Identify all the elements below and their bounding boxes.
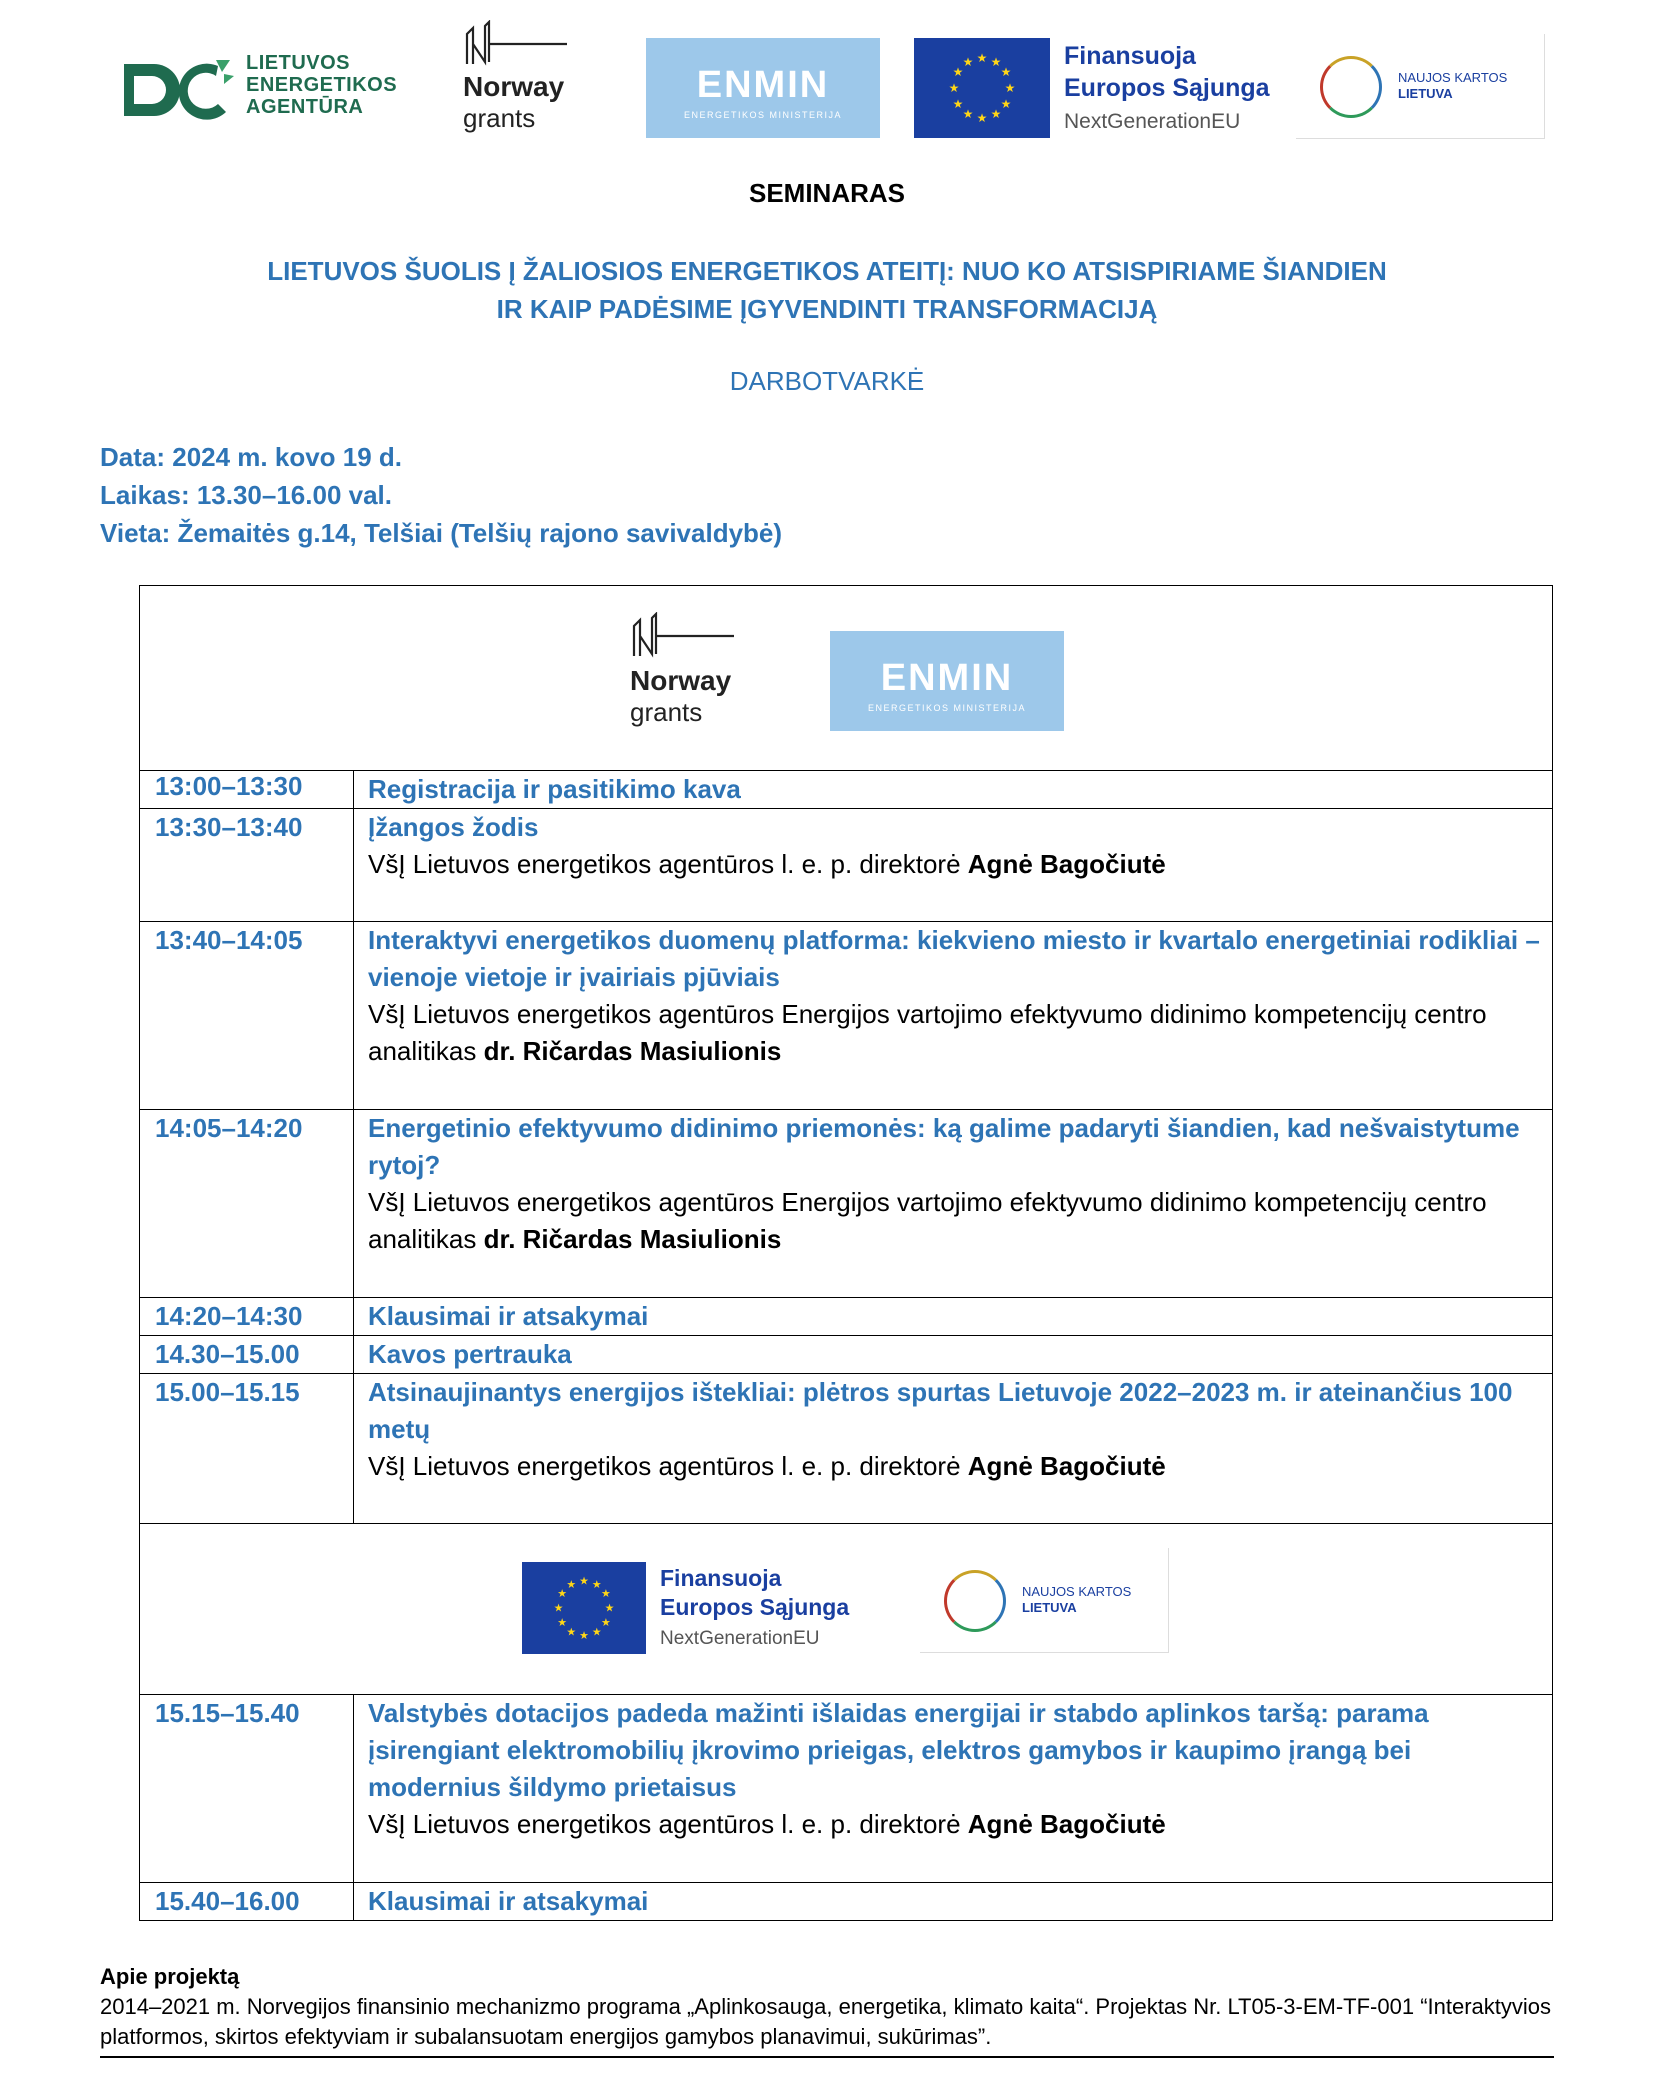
row-title: Klausimai ir atsakymai xyxy=(368,1886,649,1916)
svg-text:★: ★ xyxy=(579,1574,589,1588)
speaker-name: Agnė Bagočiutė xyxy=(967,849,1166,879)
ministry-sub: ENERGETIKOS MINISTERIJA xyxy=(683,110,843,120)
table-row xyxy=(140,1336,1553,1374)
row-time: 14:20–14:30 xyxy=(155,1301,303,1331)
svg-text:★: ★ xyxy=(600,1616,611,1630)
row-time: 15.15–15.40 xyxy=(155,1698,300,1728)
speaker-name: Agnė Bagočiutė xyxy=(967,1451,1166,1481)
seminar-heading: SEMINARAS xyxy=(748,178,905,208)
table-row xyxy=(140,1695,1553,1883)
eu-line-3: NextGenerationEU xyxy=(660,1628,820,1649)
eu-line-1: Finansuoja xyxy=(660,1565,782,1591)
agenda-heading: DARBOTVARKĖ xyxy=(729,366,925,396)
energy-ministry-logo xyxy=(646,38,880,138)
row-title: Klausimai ir atsakymai xyxy=(368,1301,649,1331)
lea-mark-icon xyxy=(120,56,236,122)
table-row xyxy=(140,809,1553,922)
svg-text:★: ★ xyxy=(557,1616,568,1630)
row-title: Valstybės dotacijos padeda mažinti išlaidas energijai ir stabdo aplinkos taršą: parama įsirengiant elektromobilių įkrovimo prieigas, elektros gamybos ir kaupimo įrangą bei modernius šildymo prietaisus xyxy=(368,1698,1429,1802)
svg-text:★: ★ xyxy=(557,1587,568,1601)
speaker-role: VšĮ Lietuvos energetikos agentūros Energijos vartojimo efektyvumo didinimo kompetencijų centro analitikas xyxy=(368,1187,1487,1254)
ministry-sub: ENERGETIKOS MINISTERIJA xyxy=(867,703,1027,713)
svg-text:★: ★ xyxy=(1000,65,1012,79)
svg-text:★: ★ xyxy=(553,1601,564,1615)
eu-funding-logo xyxy=(522,1562,882,1654)
norway-grants-mark-icon xyxy=(463,20,573,66)
event-date: Data: 2024 m. kovo 19 d. xyxy=(100,442,403,472)
row-speaker xyxy=(368,1448,1540,1485)
speaker-role: VšĮ Lietuvos energetikos agentūros Energijos vartojimo efektyvumo didinimo kompetencijų centro analitikas xyxy=(368,999,1487,1066)
speaker-role: VšĮ Lietuvos energetikos agentūros l. e. p. direktorė xyxy=(368,1809,968,1839)
nkl-line-2: LIETUVA xyxy=(1022,1599,1077,1615)
row-time: 13:30–13:40 xyxy=(155,812,303,842)
svg-text:★: ★ xyxy=(948,81,960,95)
svg-text:★: ★ xyxy=(990,55,1002,69)
lea-text-3: AGENTŪRA xyxy=(246,96,364,118)
speaker-role: VšĮ Lietuvos energetikos agentūros l. e. p. direktorė xyxy=(368,849,968,879)
svg-text:★: ★ xyxy=(952,65,964,79)
row-time: 13:00–13:30 xyxy=(140,771,354,809)
table-logo-row xyxy=(140,1524,1553,1695)
eu-line-3: NextGenerationEU xyxy=(1064,110,1241,133)
svg-text:★: ★ xyxy=(962,107,974,121)
svg-text:★: ★ xyxy=(566,1625,577,1639)
row-title: Atsinaujinantys energijos ištekliai: plėtros spurtas Lietuvoje 2022–2023 m. ir ateinančius 100 metų xyxy=(368,1377,1513,1444)
footer-text: 2014–2021 m. Norvegijos finansinio mechanizmo programa „Aplinkosauga, energetika, klimato kaita“. Projektas Nr. LT05-3-EM-TF-001 “Interaktyvios platformos, skirtos efektyviam ir subalansuotam energijos gamybos planavimui, sukūrimas”. xyxy=(100,1994,1552,2049)
norway-sub: grants xyxy=(463,103,536,133)
row-speaker xyxy=(368,996,1540,1070)
eu-funding-logo xyxy=(914,38,1294,138)
row-time: 15.00–15.15 xyxy=(155,1377,300,1407)
norway-grants-logo xyxy=(630,612,760,732)
row-time: 14.30–15.00 xyxy=(155,1339,300,1369)
svg-text:★: ★ xyxy=(566,1577,577,1591)
row-title: Interaktyvi energetikos duomenų platforma: kiekvieno miesto ir kvartalo energetiniai rodikliai – vienoje vietoje ir įvairiais pjūviais xyxy=(368,925,1540,992)
lea-logo xyxy=(120,50,400,130)
event-info xyxy=(100,438,782,552)
eu-flag-icon xyxy=(914,38,1050,138)
table-row xyxy=(140,771,1553,809)
eu-flag-icon xyxy=(522,1562,646,1654)
naujos-kartos-logo xyxy=(1296,34,1545,139)
speaker-name: dr. Ričardas Masiulionis xyxy=(483,1224,782,1254)
norway-grants-logo xyxy=(463,20,593,140)
speaker-name: dr. Ričardas Masiulionis xyxy=(483,1036,782,1066)
norway-grants-mark-icon xyxy=(630,612,740,658)
row-speaker xyxy=(368,1184,1540,1258)
norway-name: Norway xyxy=(630,665,732,696)
agenda-table xyxy=(139,585,1553,1921)
nkl-emblem-icon xyxy=(944,1570,1006,1632)
svg-text:★: ★ xyxy=(976,51,988,65)
nkl-emblem-icon xyxy=(1320,56,1382,118)
row-speaker xyxy=(368,846,1540,883)
svg-text:★: ★ xyxy=(591,1625,602,1639)
table-row xyxy=(140,1110,1553,1298)
nkl-line-1: NAUJOS KARTOS xyxy=(1022,1584,1132,1599)
svg-text:★: ★ xyxy=(952,97,964,111)
naujos-kartos-logo xyxy=(920,1548,1169,1653)
footer-heading: Apie projektą xyxy=(100,1964,240,1989)
row-title: Energetinio efektyvumo didinimo priemonės: ką galime padaryti šiandien, kad nešvaistytume rytoj? xyxy=(368,1113,1520,1180)
speaker-role: VšĮ Lietuvos energetikos agentūros l. e. p. direktorė xyxy=(368,1451,968,1481)
svg-text:★: ★ xyxy=(962,55,974,69)
eu-line-2: Europos Sąjunga xyxy=(660,1594,850,1620)
row-time: 13:40–14:05 xyxy=(155,925,303,955)
row-title: Registracija ir pasitikimo kava xyxy=(368,774,741,804)
row-speaker xyxy=(368,1806,1540,1843)
title-line-2: IR KAIP PADĖSIME ĮGYVENDINTI TRANSFORMACIJĄ xyxy=(496,294,1158,324)
speaker-name: Agnė Bagočiutė xyxy=(967,1809,1166,1839)
seminar-title xyxy=(0,252,1654,328)
table-row xyxy=(140,1298,1553,1336)
event-time: Laikas: 13.30–16.00 val. xyxy=(100,480,393,510)
eu-line-2: Europos Sąjunga xyxy=(1064,74,1270,102)
norway-name: Norway xyxy=(463,71,565,102)
lea-text-1: LIETUVOS xyxy=(246,52,351,74)
event-place: Vieta: Žemaitės g.14, Telšiai (Telšių rajono savivaldybė) xyxy=(100,518,783,548)
svg-text:★: ★ xyxy=(976,111,988,125)
svg-text:★: ★ xyxy=(990,107,1002,121)
nkl-line-1: NAUJOS KARTOS xyxy=(1398,70,1508,85)
svg-text:★: ★ xyxy=(600,1587,611,1601)
table-row xyxy=(140,1883,1553,1921)
svg-text:★: ★ xyxy=(604,1601,615,1615)
nkl-line-2: LIETUVA xyxy=(1398,85,1453,101)
row-time: 15.40–16.00 xyxy=(155,1886,300,1916)
table-row xyxy=(140,1374,1553,1524)
row-time: 14:05–14:20 xyxy=(155,1113,303,1143)
norway-sub: grants xyxy=(630,697,703,727)
svg-text:★: ★ xyxy=(1004,81,1016,95)
svg-text:★: ★ xyxy=(579,1629,589,1642)
svg-text:★: ★ xyxy=(591,1577,602,1591)
svg-text:★: ★ xyxy=(1000,97,1012,111)
title-line-1: LIETUVOS ŠUOLIS Į ŽALIOSIOS ENERGETIKOS ATEITĮ: NUO KO ATSISPIRIAME ŠIANDIEN xyxy=(267,256,1387,286)
energy-ministry-logo xyxy=(830,631,1064,731)
lea-text-2: ENERGETIKOS xyxy=(246,74,398,96)
header-logos xyxy=(0,0,1654,150)
project-footer xyxy=(100,1962,1554,2058)
table-logo-row xyxy=(140,586,1553,771)
row-title: Kavos pertrauka xyxy=(368,1339,572,1369)
table-row xyxy=(140,922,1553,1110)
eu-line-1: Finansuoja xyxy=(1064,42,1196,70)
ministry-word: ENMIN xyxy=(696,64,830,106)
ministry-word: ENMIN xyxy=(880,657,1014,699)
row-title: Įžangos žodis xyxy=(368,812,539,842)
